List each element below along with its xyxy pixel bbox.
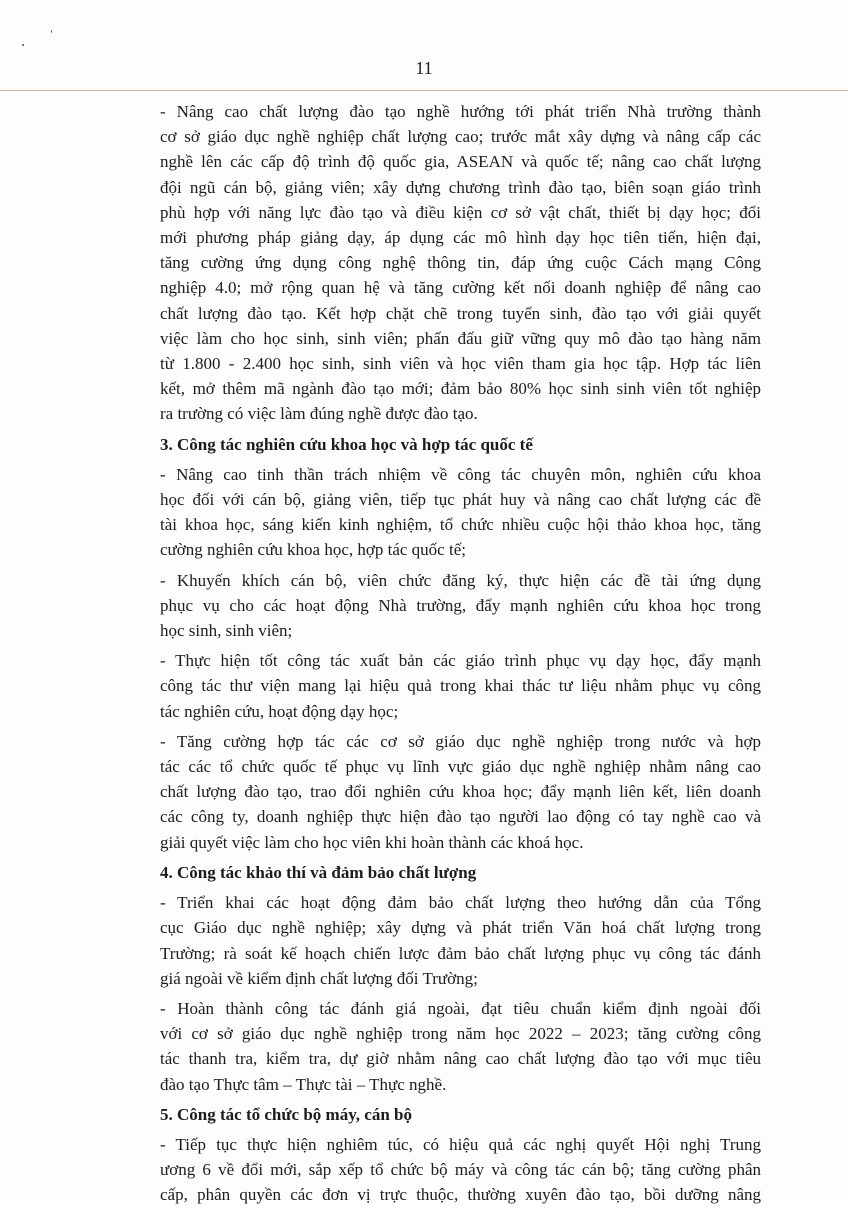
text-line: chất lượng đào tạo, trao đổi nghiên cứu khoa học; đẩy mạnh liên kết, liên doanh (160, 782, 761, 802)
text-line: việc làm cho học sinh, sinh viên; phấn đấu giữ vững quy mô đào tạo hàng năm (160, 328, 761, 348)
text-line: cấp, phân quyền các đơn vị trực thuộc, thường xuyên đào tạo, bồi dưỡng nâng (160, 1185, 761, 1205)
paragraph (160, 462, 761, 563)
paragraph (160, 996, 761, 1097)
text-line: học đối với cán bộ, giảng viên, tiếp tục phát huy và nâng cao chất lượng các đề (160, 490, 761, 510)
paragraph (160, 648, 761, 724)
text-line: nghiệp 4.0; mở rộng quan hệ và tăng cường kết nối doanh nghiệp để nâng cao (160, 278, 761, 298)
paragraph (160, 1132, 761, 1208)
text-line: - Nâng cao tinh thần trách nhiệm về công tác chuyên môn, nghiên cứu khoa (160, 464, 761, 484)
section-heading: 3. Công tác nghiên cứu khoa học và hợp tác quốc tế (160, 434, 533, 454)
text-line: tác nghiên cứu, hoạt động dạy học; (160, 701, 399, 721)
text-line: giá ngoài về kiểm định chất lượng đối Trường; (160, 968, 478, 988)
text-line: mới phương pháp giảng dạy, áp dụng các mô hình dạy học tiên tiến, hiện đại, (160, 228, 761, 248)
text-line: cường nghiên cứu khoa học, hợp tác quốc tế; (160, 540, 466, 560)
text-line: công tác thư viện mang lại hiệu quả trong khai thác tư liệu nhằm phục vụ công (160, 676, 761, 696)
text-line: - Triển khai các hoạt động đảm bảo chất lượng theo hướng dẫn của Tổng (160, 893, 761, 913)
text-line: đào tạo Thực tâm – Thực tài – Thực nghề. (160, 1074, 447, 1094)
paragraph (160, 729, 761, 855)
document-body (160, 99, 761, 1213)
header-rule (0, 90, 848, 91)
text-line: tài khoa học, sáng kiến kinh nghiệm, tổ chức nhiều cuộc hội thảo khoa học, tăng (160, 515, 761, 535)
text-line: học sinh, sinh viên; (160, 621, 293, 641)
text-line: cục Giáo dục nghề nghiệp; xây dựng và phát triển Văn hoá chất lượng trong (160, 918, 761, 938)
text-line: tác thanh tra, kiểm tra, dự giờ nhằm nâng cao chất lượng đào tạo với mục tiêu (160, 1049, 761, 1069)
text-line: kết, mở thêm mã ngành đào tạo mới; đảm bảo 80% học sinh sinh viên tốt nghiệp (160, 379, 761, 399)
text-line: với cơ sở giáo dục nghề nghiệp trong năm học 2022 – 2023; tăng cường công (160, 1024, 761, 1044)
text-line: ương 6 về đổi mới, sắp xếp tổ chức bộ máy và công tác cán bộ; tăng cường phân (160, 1160, 761, 1180)
text-line: đội ngũ cán bộ, giảng viên; xây dựng chương trình đào tạo, biên soạn giáo trình (160, 177, 761, 197)
text-line: Trường; rà soát kế hoạch chiến lược đảm bảo chất lượng phục vụ công tác đánh (160, 943, 761, 963)
text-line: giải quyết việc làm cho học viên khi hoàn thành các khoá học. (160, 832, 584, 852)
paragraph (160, 890, 761, 991)
text-line: từ 1.800 - 2.400 học sinh, sinh viên và học viên tham gia học tập. Hợp tác liên (160, 354, 761, 374)
section-heading: 4. Công tác khảo thí và đảm bảo chất lượng (160, 862, 477, 882)
text-line: - Tiếp tục thực hiện nghiêm túc, có hiệu quả các nghị quyết Hội nghị Trung (160, 1134, 761, 1154)
text-line: nghề lên các cấp độ trình độ quốc gia, ASEAN và quốc tế; nâng cao chất lượng (160, 152, 761, 172)
text-line: phù hợp với năng lực đào tạo và điều kiện cơ sở vật chất, thiết bị dạy học; đổi (160, 202, 761, 222)
scan-speck (22, 44, 24, 46)
text-line: tăng cường ứng dụng công nghệ thông tin, đáp ứng cuộc Cách mạng Công (160, 253, 761, 273)
section-heading: 5. Công tác tổ chức bộ máy, cán bộ (160, 1104, 412, 1124)
text-line: phục vụ cho các hoạt động Nhà trường, đẩy mạnh nghiên cứu khoa học trong (160, 595, 761, 615)
paragraph (160, 568, 761, 644)
text-line: - Hoàn thành công tác đánh giá ngoài, đạt tiêu chuẩn kiểm định ngoài đối (160, 998, 761, 1018)
text-line: cơ sở giáo dục nghề nghiệp chất lượng cao; trước mắt xây dựng và nâng cấp các (160, 127, 761, 147)
text-line: - Tăng cường hợp tác các cơ sở giáo dục nghề nghiệp trong nước và hợp (160, 731, 761, 751)
text-line: - Khuyến khích cán bộ, viên chức đăng ký, thực hiện các đề tài ứng dụng (160, 570, 761, 590)
text-line: - Nâng cao chất lượng đào tạo nghề hướng tới phát triển Nhà trường thành (160, 102, 761, 121)
text-line: tác các tổ chức quốc tế phục vụ lĩnh vực giáo dục nghề nghiệp nhằm nâng cao (160, 757, 761, 777)
text-line: chất lượng đào tạo. Kết hợp chặt chẽ trong tuyển sinh, đào tạo với giải quyết (160, 303, 761, 323)
paragraph (160, 99, 761, 427)
page-number: 11 (415, 58, 433, 78)
text-line: các công ty, doanh nghiệp thực hiện đào tạo người lao động có tay nghề cao và (160, 807, 761, 827)
scan-speck (51, 30, 52, 33)
text-line: - Thực hiện tốt công tác xuất bản các giáo trình phục vụ dạy học, đẩy mạnh (160, 651, 761, 671)
text-line: ra trường có việc làm đúng nghề được đào tạo. (160, 404, 478, 424)
